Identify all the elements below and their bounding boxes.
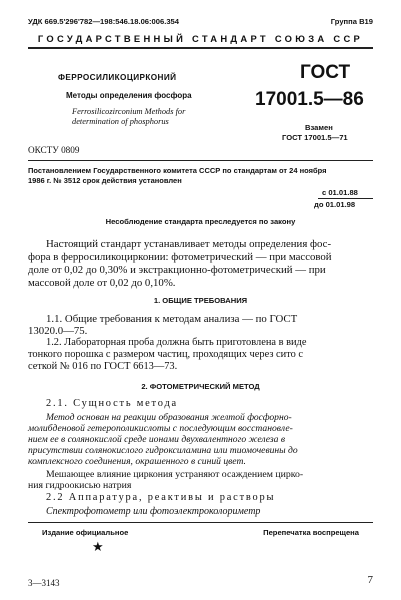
udk-code: УДК 669.5'296'782—198:546.18.06:006.354	[28, 17, 179, 26]
intro-line: Настоящий стандарт устанавливает методы определения фос-	[46, 238, 332, 250]
resolution-line-2: 1986 г. № 3512 срок действия установлен	[28, 176, 182, 185]
para-line: комплексного соединения, окрашенного в синий цвет.	[28, 456, 246, 467]
english-title-line-1: Ferrosilicozirconium Methods for	[72, 107, 186, 116]
section-2-heading: 2. ФОТОМЕТРИЧЕСКИЙ МЕТОД	[141, 382, 260, 391]
print-code: 3—3143	[28, 578, 60, 588]
replaces-value: ГОСТ 17001.5—71	[282, 133, 348, 142]
product-subtitle: Методы определения фосфора	[66, 91, 192, 100]
para-line: сеткой № 016 по ГОСТ 6613—73.	[28, 360, 178, 372]
para-line: молибденовой гетерополикислоты с последующим восстановле-	[28, 423, 293, 434]
para-line: Мешающее влияние циркония устраняют осаждением цирко-	[46, 469, 304, 480]
intro-line: фора в ферросиликоцирконии: фотометрический — при массовой	[28, 251, 332, 263]
page-number: 7	[367, 574, 373, 586]
para-line: ния гидроокисью натрия	[28, 480, 132, 491]
product-title: ФЕРРОСИЛИКОЦИРКОНИЙ	[58, 73, 177, 82]
para-line: 13020.0—75.	[28, 325, 88, 337]
intro-paragraph	[28, 238, 373, 290]
star-icon: ★	[92, 539, 104, 554]
group-code: Группа В19	[330, 17, 373, 26]
validity-from: с 01.01.88	[322, 188, 358, 197]
para-line: тонкого порошка с размером частиц, проходящих через сито с	[28, 348, 304, 360]
footer-rule	[28, 522, 373, 523]
okstu-code: ОКСТУ 0809	[28, 145, 80, 155]
para-line: нием ее в солянокислой среде ионами двухвалентного железа в	[28, 434, 285, 445]
english-title-line-2: determination of phosphorus	[72, 117, 169, 126]
section-1-para-2	[28, 337, 373, 372]
para-line: присутствии солянокислого гидроксиламина или тиомочевины до	[28, 445, 298, 456]
legal-warning: Несоблюдение стандарта преследуется по закону	[105, 217, 296, 226]
para-line: 1.1. Общие требования к методам анализа — по ГОСТ	[46, 313, 298, 325]
para-line: 1.2. Лабораторная проба должна быть приготовлена в виде	[46, 337, 307, 348]
validity-divider	[318, 198, 373, 199]
replaces-label: Взамен	[305, 123, 333, 132]
okstu-rule	[28, 160, 373, 161]
para-line: Метод основан на реакции образования желтой фосфорно-	[46, 412, 292, 423]
gost-number: 17001.5—86	[255, 89, 364, 110]
intro-line: доле от 0,02 до 0,30% и экстракционно-фотометрический — при	[28, 264, 326, 276]
subsection-2-1-title: 2.1. Сущность метода	[46, 398, 178, 409]
intro-line: массовой доле от 0,02 до 0,10%.	[28, 277, 176, 289]
subsection-2-2-title: 2.2 Аппаратура, реактивы и растворы	[46, 492, 276, 503]
gost-label: ГОСТ	[300, 62, 351, 83]
section-2-para-1	[28, 412, 373, 467]
section-1-para-1	[28, 313, 373, 337]
section-2-para-3: Спектрофотометр или фотоэлектроколориметр	[46, 506, 261, 517]
section-1-heading: 1. ОБЩИЕ ТРЕБОВАНИЯ	[153, 296, 248, 305]
official-edition: Издание официальное	[42, 528, 129, 537]
resolution-line-1: Постановлением Государственного комитета СССР по стандартам от 24 ноября	[28, 166, 327, 175]
state-standard-banner: ГОСУДАРСТВЕННЫЙ СТАНДАРТ СОЮЗА ССР	[37, 33, 364, 44]
section-2-para-2	[28, 469, 373, 491]
banner-rule	[28, 47, 373, 49]
validity-to: до 01.01.98	[314, 200, 356, 209]
reprint-prohibited: Перепечатка воспрещена	[263, 528, 359, 537]
